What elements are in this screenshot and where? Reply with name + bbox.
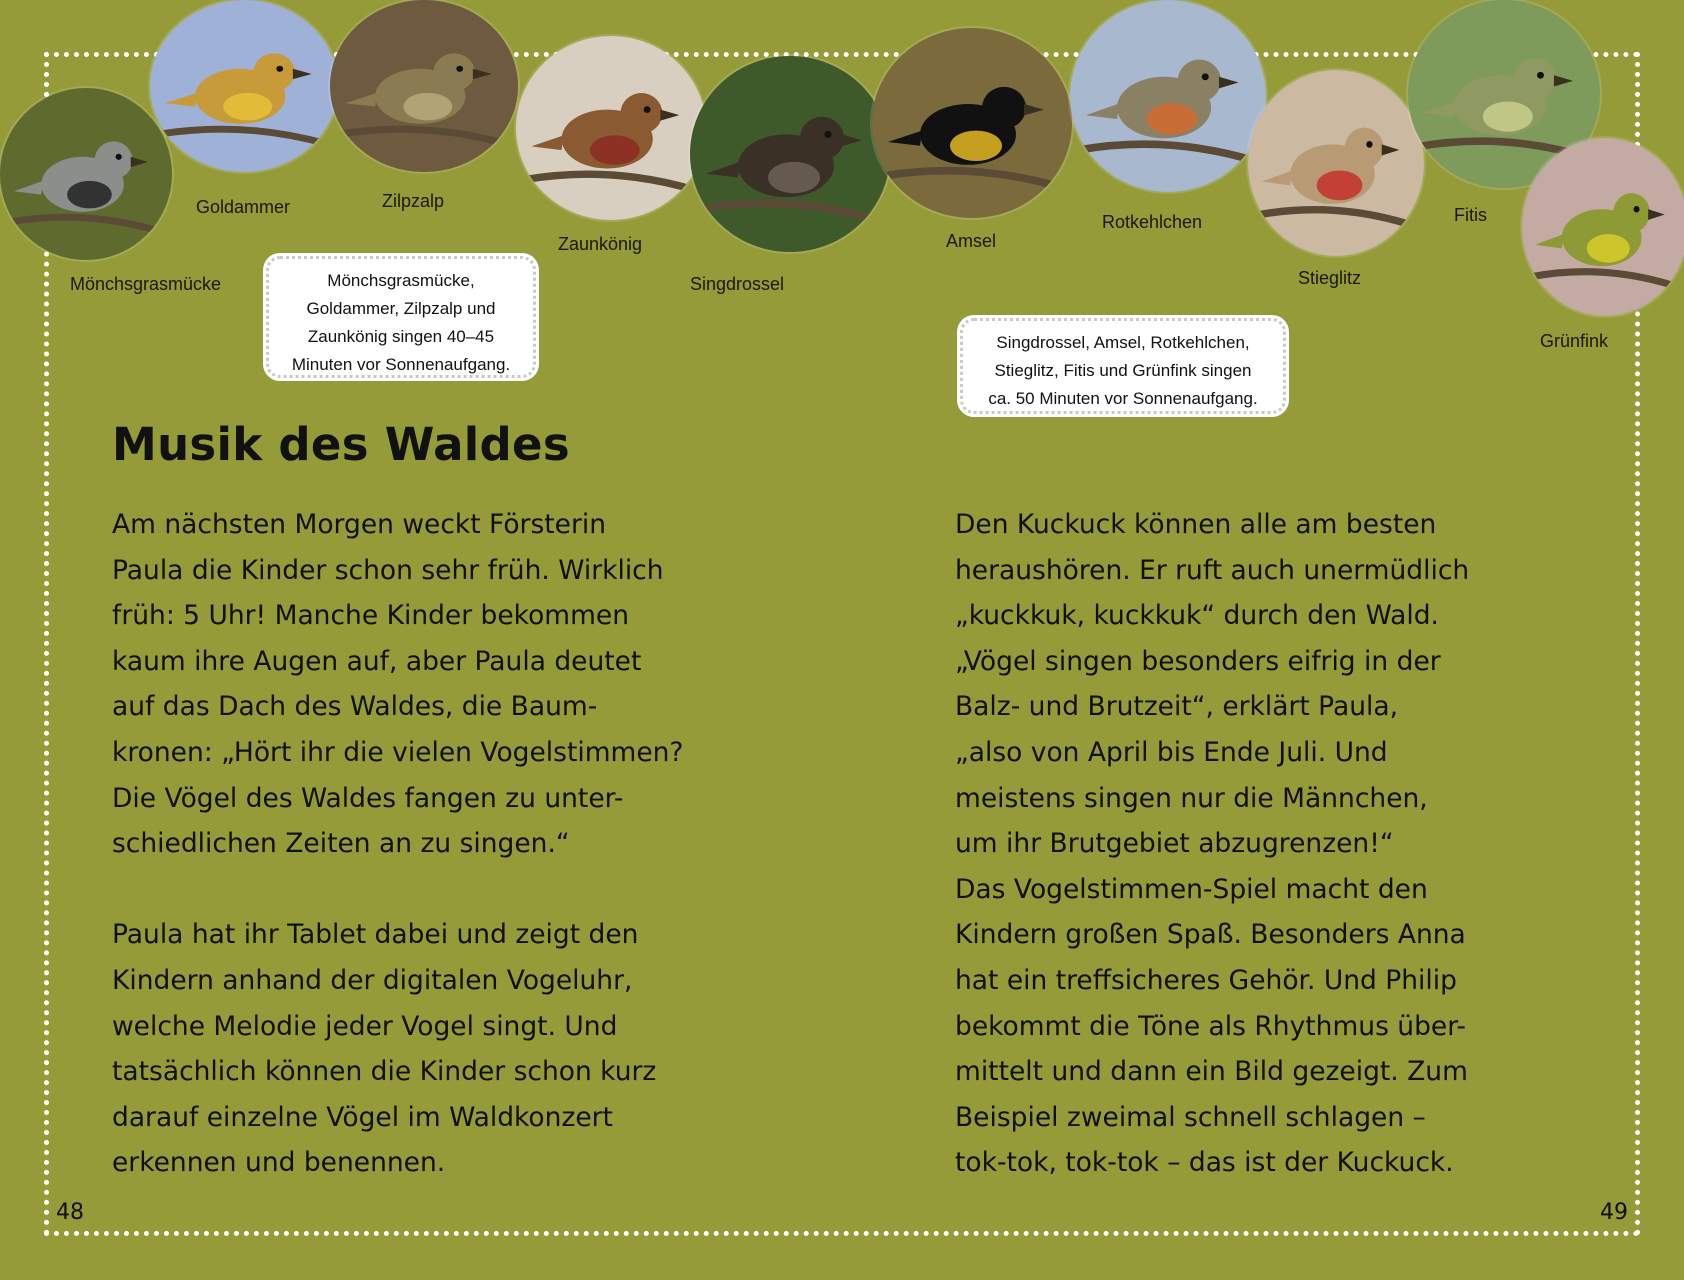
text-line: Das Vogelstimmen-Spiel macht den	[955, 873, 1428, 905]
callout-later-singers	[960, 318, 1286, 414]
text-line: früh: 5 Uhr! Manche Kinder bekommen	[112, 600, 630, 632]
bird-accent-shape	[768, 162, 820, 193]
callout-line: Minuten vor Sonnenaufgang.	[291, 355, 511, 374]
bird-photo-zaunkoenig	[516, 36, 706, 220]
text-line: „Vögel singen besonders eifrig in der	[955, 645, 1441, 677]
bird-head-shape	[1178, 60, 1221, 102]
text-line: „also von April bis Ende Juli. Und	[955, 736, 1388, 768]
bird-label-singdrossel: Singdrossel	[690, 274, 785, 294]
bird-head-shape	[433, 53, 474, 91]
bird-head-shape	[982, 87, 1026, 129]
bird-accent-shape	[223, 93, 272, 121]
bird-head-shape	[621, 93, 663, 133]
bird-label-fitis: Fitis	[1454, 205, 1487, 225]
text-line: erkennen und benennen.	[112, 1147, 446, 1179]
page-number-right: 49	[1596, 1200, 1632, 1225]
text-line: welche Melodie jeder Vogel singt. Und	[112, 1010, 618, 1042]
bird-eye-shape	[824, 131, 831, 138]
text-line: Paula die Kinder schon sehr früh. Wirklich	[112, 554, 664, 586]
bird-eye-shape	[456, 66, 463, 72]
text-line: heraushören. Er ruft auch unermüdlich	[955, 554, 1470, 586]
bird-eye-shape	[276, 66, 283, 72]
bird-eye-shape	[644, 106, 651, 113]
bird-photo-stieglitz	[1248, 70, 1424, 256]
text-line: Balz- und Brutzeit“, erklärt Paula,	[955, 691, 1399, 723]
text-line: tok-tok, tok-tok – das ist der Kuckuck.	[955, 1147, 1454, 1179]
bird-accent-shape	[950, 131, 1002, 161]
bird-photo-zilpzalp	[330, 0, 518, 172]
bird-label-zilpzalp: Zilpzalp	[382, 191, 445, 211]
bird-photo-singdrossel	[690, 56, 890, 252]
text-line: auf das Dach des Waldes, die Baum-	[112, 691, 598, 723]
bird-photo-amsel	[872, 28, 1072, 218]
callout-line: Goldammer, Zilpzalp und	[306, 299, 496, 318]
text-line: Paula hat ihr Tablet dabei und zeigt den	[112, 919, 639, 951]
bird-accent-shape	[590, 135, 639, 164]
text-line: Kindern anhand der digitalen Vogeluhr,	[112, 964, 633, 996]
text-line: kronen: „Hört ihr die vielen Vogelstimmen?	[112, 736, 684, 768]
bird-head-shape	[1514, 58, 1556, 99]
bird-photo-goldammer	[150, 0, 338, 172]
text-line: Beispiel zweimal schnell schlagen –	[955, 1101, 1426, 1133]
bird-head-shape	[1345, 128, 1384, 169]
callout-line: Singdrossel, Amsel, Rotkehlchen,	[996, 333, 1250, 352]
bird-label-gruenfink: Grünfink	[1540, 331, 1609, 351]
bird-accent-shape	[1483, 102, 1533, 132]
text-line: kaum ihre Augen auf, aber Paula deutet	[112, 645, 642, 677]
text-line: bekommt die Töne als Rhythmus über-	[955, 1010, 1466, 1042]
text-line: „kuckkuk, kuckkuk“ durch den Wald.	[955, 600, 1439, 632]
bird-head-shape	[95, 141, 133, 179]
text-line: meistens singen nur die Männchen,	[955, 782, 1428, 814]
page-number-left: 48	[52, 1200, 88, 1225]
text-line: Den Kuckuck können alle am besten	[955, 509, 1437, 540]
callout-line: ca. 50 Minuten vor Sonnenaufgang.	[988, 389, 1258, 408]
text-line: hat ein treffsicheres Gehör. Und Philip	[955, 964, 1457, 996]
bird-eye-shape	[1006, 101, 1013, 108]
text-line: Am nächsten Morgen weckt Försterin	[112, 509, 607, 540]
bird-label-zaunkoenig: Zaunkönig	[558, 234, 643, 254]
right-column-text	[955, 502, 1469, 1186]
bird-label-moenchsgrasmuecke: Mönchsgrasmücke	[70, 274, 222, 294]
text-line: schiedlichen Zeiten an zu singen.“	[112, 828, 570, 860]
bird-label-stieglitz: Stieglitz	[1298, 268, 1362, 288]
bird-label-amsel: Amsel	[946, 231, 997, 251]
bird-eye-shape	[116, 154, 122, 160]
callout-line: Zaunkönig singen 40–45	[307, 327, 495, 346]
bird-label-rotkehlchen: Rotkehlchen	[1102, 212, 1203, 232]
bird-eye-shape	[1537, 72, 1544, 79]
text-line: Die Vögel des Waldes fangen zu unter-	[112, 782, 624, 814]
text-line: tatsächlich können die Kinder schon kurz	[112, 1056, 657, 1088]
bird-accent-shape	[1317, 170, 1363, 200]
bird-accent-shape	[67, 181, 112, 209]
callout-early-singers	[266, 256, 536, 378]
bird-photo-moenchsgrasmuecke	[0, 88, 172, 260]
bird-eye-shape	[1366, 141, 1372, 148]
left-column-text	[112, 502, 684, 1186]
bird-photo-rotkehlchen	[1070, 0, 1266, 192]
bird-accent-shape	[403, 93, 452, 121]
text-line: Kindern großen Spaß. Besonders Anna	[955, 919, 1466, 951]
bird-photo-gruenfink	[1522, 138, 1684, 316]
paragraph-gap	[112, 867, 684, 913]
page-title: Musik des Waldes	[112, 418, 570, 471]
bird-eye-shape	[1202, 73, 1209, 80]
bird-head-shape	[253, 53, 294, 91]
callout-line: Mönchsgrasmücke,	[327, 271, 475, 290]
text-line: mittelt und dann ein Bild gezeigt. Zum	[955, 1056, 1468, 1088]
bird-head-shape	[1613, 193, 1650, 232]
bird-accent-shape	[1587, 234, 1630, 262]
bird-accent-shape	[1146, 104, 1197, 135]
text-line: um ihr Brutgebiet abzugrenzen!“	[955, 828, 1394, 860]
bird-head-shape	[800, 117, 844, 160]
bird-label-goldammer: Goldammer	[196, 197, 291, 217]
callout-line: Stieglitz, Fitis und Grünfink singen	[994, 361, 1252, 380]
bird-eye-shape	[1634, 206, 1640, 212]
text-line: darauf einzelne Vögel im Waldkonzert	[112, 1101, 613, 1133]
